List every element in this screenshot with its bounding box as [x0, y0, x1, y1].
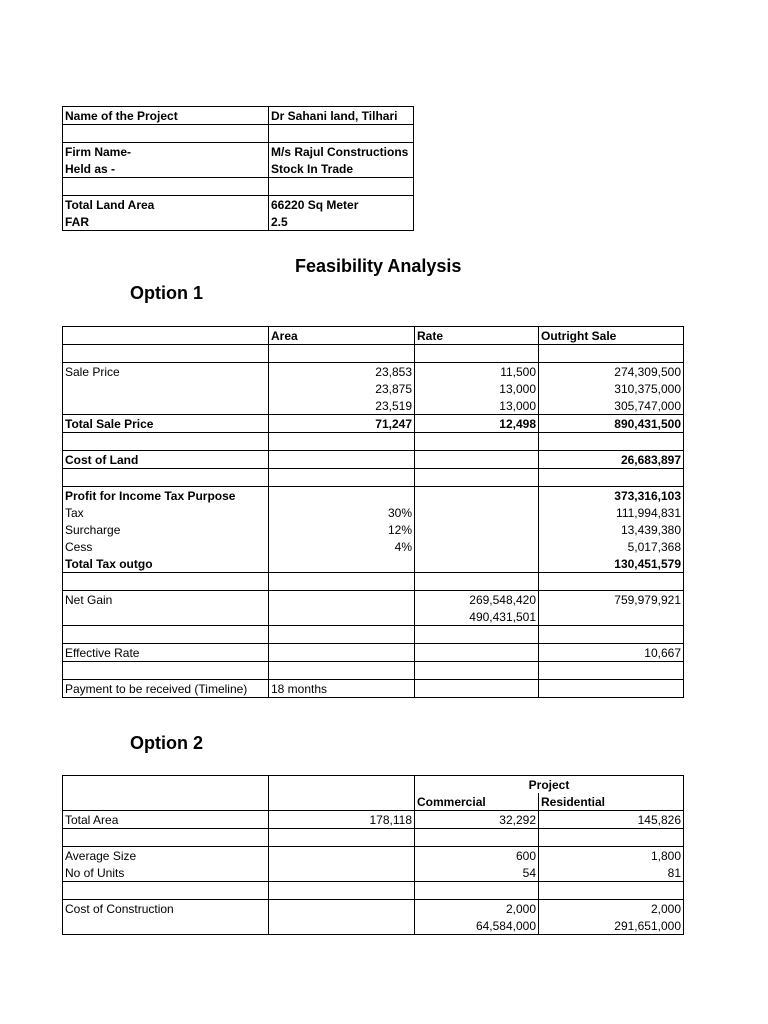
header-cell-outright-sale: Outright Sale [539, 327, 684, 345]
row-label [63, 433, 269, 451]
row-label: Effective Rate [63, 644, 269, 662]
table-row [63, 829, 684, 847]
row-value: 54 [415, 864, 539, 882]
info-label: Firm Name- [63, 143, 269, 161]
row-value: 600 [415, 847, 539, 865]
row-label [63, 608, 269, 626]
row-value [269, 829, 415, 847]
row-value [269, 882, 415, 900]
row-label [63, 626, 269, 644]
row-value: 373,316,103 [539, 487, 684, 505]
option2-project-row [63, 776, 684, 794]
row-value [539, 608, 684, 626]
info-row [63, 160, 414, 178]
header-cell-commercial: Commercial [415, 793, 539, 811]
row-label [63, 397, 269, 415]
table-row [63, 900, 684, 918]
info-label: Held as - [63, 160, 269, 178]
row-label: Average Size [63, 847, 269, 865]
row-label: Sale Price [63, 363, 269, 381]
row-value [269, 345, 415, 363]
info-row [63, 196, 414, 214]
row-value: 130,451,579 [539, 555, 684, 573]
row-value [269, 917, 415, 935]
table-row [63, 538, 684, 555]
option2-heading: Option 2 [130, 733, 203, 753]
row-value: 759,979,921 [539, 591, 684, 609]
row-value [415, 345, 539, 363]
row-value [269, 451, 415, 469]
row-value [269, 900, 415, 918]
row-value [415, 644, 539, 662]
table-row [63, 363, 684, 381]
table-row [63, 521, 684, 538]
table-row [63, 415, 684, 433]
row-label: Tax [63, 504, 269, 521]
row-value: 64,584,000 [415, 917, 539, 935]
row-value [269, 608, 415, 626]
row-value [415, 538, 539, 555]
row-label: No of Units [63, 864, 269, 882]
table-row [63, 680, 684, 698]
table-row [63, 882, 684, 900]
row-value [539, 829, 684, 847]
row-value: 12% [269, 521, 415, 538]
row-value [415, 433, 539, 451]
blank-cell [269, 776, 415, 794]
row-label: Net Gain [63, 591, 269, 609]
row-label [63, 469, 269, 487]
row-value: 10,667 [539, 644, 684, 662]
row-value: 111,994,831 [539, 504, 684, 521]
table-row [63, 433, 684, 451]
row-label: Payment to be received (Timeline) [63, 680, 269, 698]
row-value [539, 882, 684, 900]
row-label [63, 662, 269, 680]
info-label: Name of the Project [63, 107, 269, 125]
row-value: 291,651,000 [539, 917, 684, 935]
row-value: 490,431,501 [415, 608, 539, 626]
row-label [63, 573, 269, 591]
project-info-table [62, 106, 414, 231]
row-value: 18 months [269, 680, 415, 698]
row-label: Surcharge [63, 521, 269, 538]
row-value: 12,498 [415, 415, 539, 433]
row-value [415, 573, 539, 591]
row-value [269, 469, 415, 487]
row-label [63, 917, 269, 935]
row-value [539, 433, 684, 451]
info-row [63, 213, 414, 231]
row-value: 4% [269, 538, 415, 555]
blank-cell [63, 793, 269, 811]
info-label [63, 178, 269, 196]
row-value [269, 573, 415, 591]
header-cell-area: Area [269, 327, 415, 345]
blank-cell [63, 776, 269, 794]
option1-heading: Option 1 [130, 283, 203, 303]
row-label: Total Sale Price [63, 415, 269, 433]
row-value [539, 573, 684, 591]
table-row [63, 487, 684, 505]
info-value [269, 125, 414, 143]
row-value [415, 469, 539, 487]
row-value: 5,017,368 [539, 538, 684, 555]
row-value: 26,683,897 [539, 451, 684, 469]
table-row [63, 451, 684, 469]
table-row [63, 847, 684, 865]
info-value: 66220 Sq Meter [269, 196, 414, 214]
row-value [539, 662, 684, 680]
row-label: Cost of Land [63, 451, 269, 469]
table-row [63, 626, 684, 644]
row-value [269, 847, 415, 865]
table-row [63, 469, 684, 487]
row-value [269, 555, 415, 573]
table-row [63, 504, 684, 521]
row-value: 30% [269, 504, 415, 521]
row-value [415, 487, 539, 505]
info-row [63, 107, 414, 125]
row-label: Total Tax outgo [63, 555, 269, 573]
row-value [415, 662, 539, 680]
row-value: 2,000 [539, 900, 684, 918]
table-row [63, 345, 684, 363]
row-value: 178,118 [269, 811, 415, 829]
info-row [63, 125, 414, 143]
row-value [539, 469, 684, 487]
row-value: 23,853 [269, 363, 415, 381]
row-value [269, 487, 415, 505]
row-value [269, 644, 415, 662]
row-value [415, 504, 539, 521]
row-value: 81 [539, 864, 684, 882]
row-value: 13,439,380 [539, 521, 684, 538]
row-value: 145,826 [539, 811, 684, 829]
header-cell [63, 327, 269, 345]
row-value [415, 451, 539, 469]
info-value: Stock In Trade [269, 160, 414, 178]
row-value [415, 626, 539, 644]
table-row [63, 380, 684, 397]
row-value: 71,247 [269, 415, 415, 433]
table-row [63, 573, 684, 591]
row-value: 13,000 [415, 380, 539, 397]
option1-table [62, 326, 684, 698]
info-label [63, 125, 269, 143]
row-value: 32,292 [415, 811, 539, 829]
option2-table [62, 775, 684, 935]
row-label [63, 345, 269, 363]
row-value: 11,500 [415, 363, 539, 381]
row-value: 2,000 [415, 900, 539, 918]
row-value [415, 829, 539, 847]
row-label [63, 829, 269, 847]
row-value [269, 433, 415, 451]
table-row [63, 644, 684, 662]
table-row [63, 811, 684, 829]
table-row [63, 662, 684, 680]
table-row [63, 555, 684, 573]
info-row [63, 143, 414, 161]
row-label: Cost of Construction [63, 900, 269, 918]
table-row [63, 397, 684, 415]
table-row [63, 917, 684, 935]
project-header: Project [415, 776, 684, 794]
row-value [415, 555, 539, 573]
row-label [63, 882, 269, 900]
page-title: Feasibility Analysis [295, 256, 462, 276]
row-value: 305,747,000 [539, 397, 684, 415]
info-row [63, 178, 414, 196]
row-value: 310,375,000 [539, 380, 684, 397]
row-value [415, 882, 539, 900]
info-value: Dr Sahani land, Tilhari [269, 107, 414, 125]
row-label [63, 380, 269, 397]
row-value [269, 864, 415, 882]
row-value [415, 680, 539, 698]
info-label: Total Land Area [63, 196, 269, 214]
info-value: M/s Rajul Constructions [269, 143, 414, 161]
row-value: 269,548,420 [415, 591, 539, 609]
row-value [539, 626, 684, 644]
info-value [269, 178, 414, 196]
blank-cell [269, 793, 415, 811]
table-row [63, 608, 684, 626]
info-value: 2.5 [269, 213, 414, 231]
row-label: Profit for Income Tax Purpose [63, 487, 269, 505]
row-value: 23,875 [269, 380, 415, 397]
header-cell-residential: Residential [539, 793, 684, 811]
table-row [63, 864, 684, 882]
option2-header-row [63, 793, 684, 811]
row-value: 890,431,500 [539, 415, 684, 433]
row-value: 1,800 [539, 847, 684, 865]
table-row [63, 591, 684, 609]
row-value [269, 662, 415, 680]
row-value: 13,000 [415, 397, 539, 415]
row-value [415, 521, 539, 538]
option1-header-row [63, 327, 684, 345]
row-value [539, 680, 684, 698]
row-value [269, 626, 415, 644]
row-value [539, 345, 684, 363]
row-label: Total Area [63, 811, 269, 829]
header-cell-rate: Rate [415, 327, 539, 345]
row-value: 274,309,500 [539, 363, 684, 381]
row-label: Cess [63, 538, 269, 555]
row-value: 23,519 [269, 397, 415, 415]
info-label: FAR [63, 213, 269, 231]
row-value [269, 591, 415, 609]
